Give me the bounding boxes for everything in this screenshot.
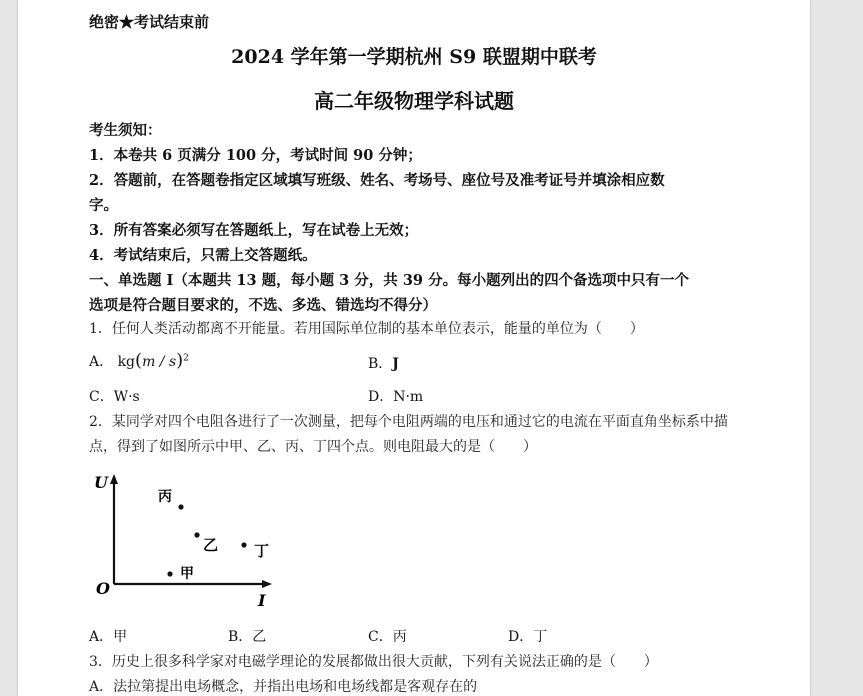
q2-option-c: C．丙 xyxy=(368,629,407,645)
origin-label: O xyxy=(96,579,110,598)
notice-item: 字。 xyxy=(89,197,118,214)
notice-item: 1．本卷共 6 页满分 100 分，考试时间 90 分钟； xyxy=(89,147,422,164)
exam-subtitle: 高二年级物理学科试题 xyxy=(314,89,514,113)
notice-item: 3．所有答案必须写在答题纸上，写在试卷上无效； xyxy=(89,222,419,239)
notice-item: 4．考试结束后，只需上交答题纸。 xyxy=(89,247,317,264)
option-label: C． xyxy=(89,389,114,405)
option-label: D． xyxy=(368,389,394,405)
q1-option-a xyxy=(89,350,189,371)
point-bing-label: 丙 xyxy=(158,489,172,505)
x-axis-arrow xyxy=(262,580,272,588)
unit-exponent: 2 xyxy=(183,353,189,364)
question-1-text: 1．任何人类活动都离不开能量。若用国际单位制的基本单位表示，能量的单位为（ ） xyxy=(89,321,644,337)
point-ding-label: 丁 xyxy=(254,542,270,560)
point-bing xyxy=(178,504,183,509)
question-3-text: 3．历史上很多科学家对电磁学理论的发展都做出很大贡献，下列有关说法正确的是（ ） xyxy=(89,654,658,670)
y-axis-label: U xyxy=(94,473,108,492)
notice-item: 2．答题前，在答题卷指定区域填写班级、姓名、考场号、座位号及准考证号并填涂相应数 xyxy=(89,172,665,189)
confidential-label: 绝密★考试结束前 xyxy=(89,13,210,31)
paren-close: ) xyxy=(176,350,184,371)
q3-option-a: A．法拉第提出电场概念，并指出电场和电场线都是客观存在的 xyxy=(89,679,478,695)
question-2-line1: 2．某同学对四个电阻各进行了一次测量，把每个电阻两端的电压和通过它的电流在平面直角坐标系中描 xyxy=(89,414,728,430)
unit-inner: m / s xyxy=(142,354,177,370)
point-yi xyxy=(194,532,199,537)
option-value: J xyxy=(392,356,399,372)
point-jia-label: 甲 xyxy=(180,566,194,582)
q1-option-c xyxy=(89,386,140,406)
unit-base: kg xyxy=(117,354,136,370)
paren-open: ( xyxy=(135,350,143,371)
q2-option-a: A．甲 xyxy=(89,629,128,645)
y-axis-arrow xyxy=(110,474,118,484)
x-axis-label: I xyxy=(258,591,266,610)
q2-option-b: B．乙 xyxy=(228,629,267,645)
q1-option-b xyxy=(368,353,399,373)
section-heading: 一、单选题 I（本题共 13 题，每小题 3 分，共 39 分。每小题列出的四个备选项中只有一个 xyxy=(89,272,690,289)
option-value: N·m xyxy=(393,389,424,405)
point-yi-label: 乙 xyxy=(203,536,219,554)
question-2-line2: 点，得到了如图所示中甲、乙、丙、丁四个点。则电阻最大的是（ ） xyxy=(89,439,537,455)
point-jia xyxy=(167,571,172,576)
q2-option-d: D．丁 xyxy=(508,629,548,645)
notice-heading: 考生须知： xyxy=(89,122,162,139)
exam-title: 2024 学年第一学期杭州 S9 联盟期中联考 xyxy=(231,46,597,68)
option-label: A． xyxy=(89,354,114,370)
point-ding xyxy=(241,542,246,547)
exam-page xyxy=(18,0,810,696)
option-label: B． xyxy=(368,356,393,372)
q1-option-d xyxy=(368,386,423,406)
section-heading-cont: 选项是符合题目要求的，不选、多选、错选均不得分） xyxy=(89,297,437,314)
ui-graph-figure xyxy=(88,472,278,612)
option-value: W·s xyxy=(113,389,140,405)
